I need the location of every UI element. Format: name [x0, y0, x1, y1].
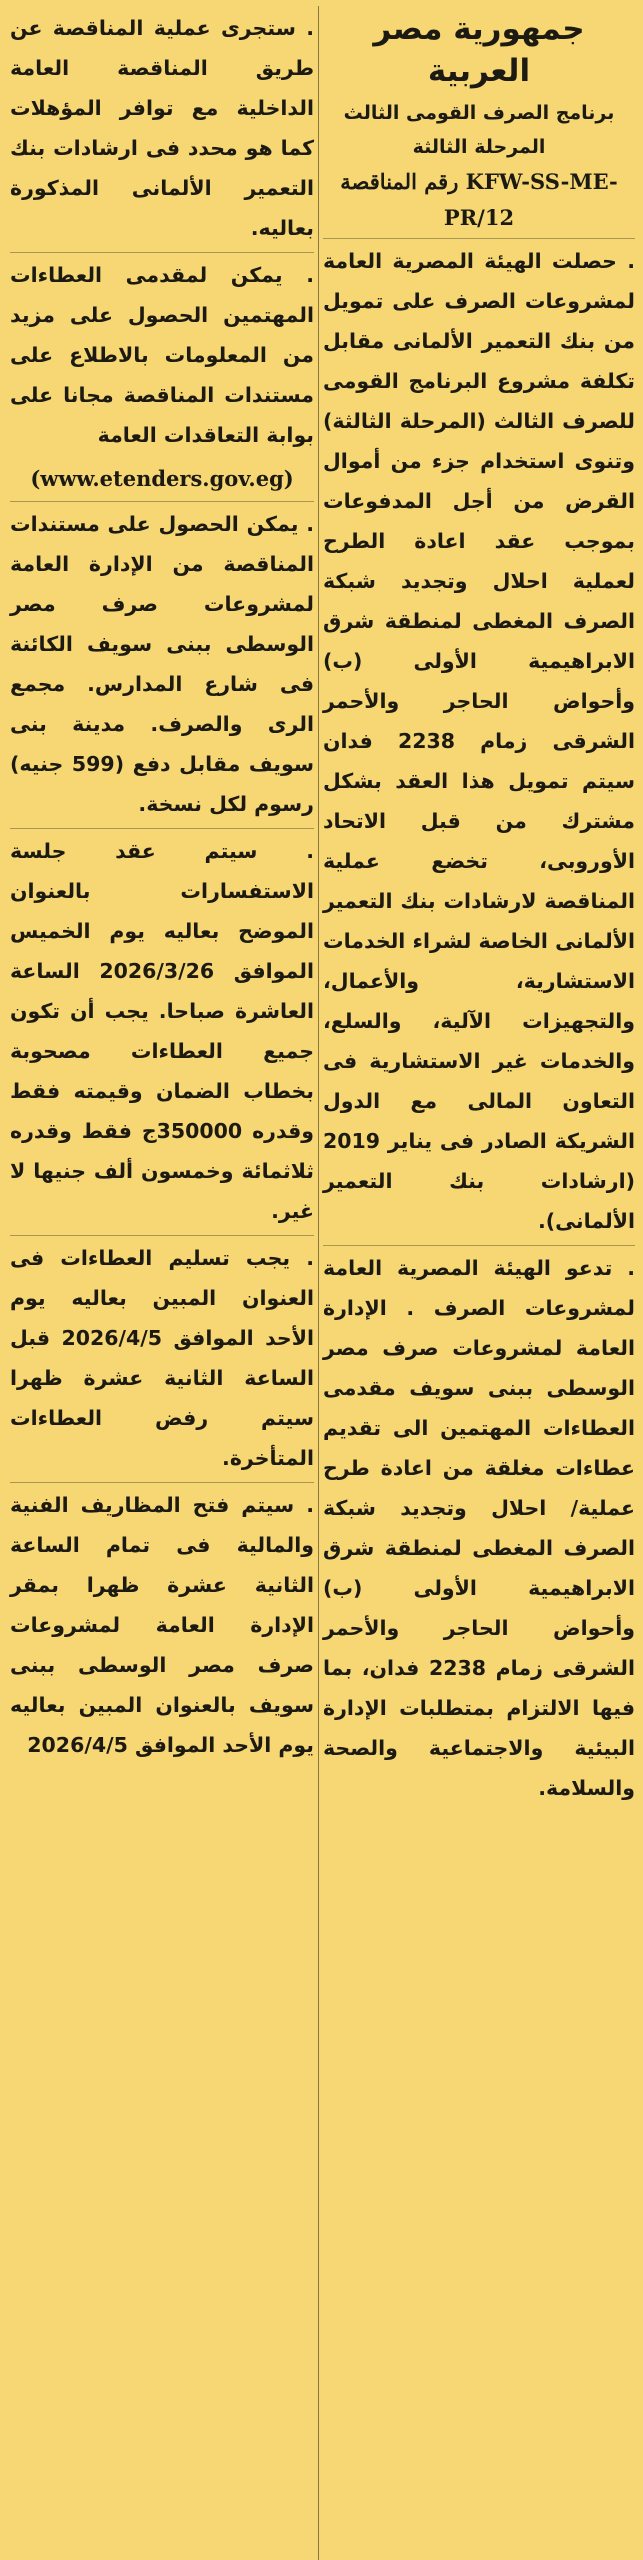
- program-name: برنامج الصرف القومى الثالث المرحلة الثالثة: [343, 102, 615, 158]
- notice-title: جمهورية مصر العربية: [373, 11, 585, 89]
- separator: [10, 1482, 314, 1483]
- separator: [10, 252, 314, 253]
- info-paragraph: . يمكن لمقدمى العطاءات المهتمين الحصول على مزيد من المعلومات بالاطلاع على مستندات المناقصة مجانا على بوابة التعاقدات العامة: [10, 263, 314, 447]
- tender-reference: رقم المناقصة KFW-SS-ME-PR/12: [340, 169, 618, 230]
- right-column: [319, 0, 641, 2560]
- separator: [10, 828, 314, 829]
- invitation-paragraph: . تدعو الهيئة المصرية العامة لمشروعات الصرف . الإدارة العامة لمشروعات صرف مصر الوسطى ببنى سويف مقدمى العطاءات المهتمين الى تقديم عطاءات مغلقة من اعادة طرح عملية/ احلال وتجديد شبكة الصرف المغطى لمنطقة شرق الابراهيمية الأولى (ب) وأحواض الحاجر والأحمر الشرقى زمام 2238 فدان، بما فيها الالتزام بمتطلبات الإدارة البيئية والاجتماعية والصحة والسلامة.: [323, 1256, 635, 1800]
- separator: [10, 1235, 314, 1236]
- clarification-paragraph: . سيتم عقد جلسة الاستفسارات بالعنوان الموضح بعاليه يوم الخميس الموافق 2026/3/26 الساعة العاشرة صباحا. يجب أن تكون جميع العطاءات مصحوبة بخطاب الضمان وقيمته فقط وقدره 350000ج فقط وقدره ثلاثمائة وخمسون ألف جنيها لا غير.: [10, 839, 315, 1223]
- etenders-link[interactable]: (www.etenders.gov.eg): [30, 466, 294, 491]
- separator: [10, 501, 314, 502]
- submission-paragraph: . يجب تسليم العطاءات فى العنوان المبين بعاليه يوم الأحد الموافق 2026/4/5 قبل الساعة الثانية عشرة ظهرا سيتم رفض العطاءات المتأخرة.: [10, 1246, 314, 1470]
- opening-paragraph: . سيتم فتح المظاريف الفنية والمالية فى تمام الساعة الثانية عشرة ظهرا بمقر الإدارة العامة لمشروعات صرف مصر الوسطى ببنى سويف بالعنوان المبين بعاليه يوم الأحد الموافق 2026/4/5: [10, 1493, 314, 1757]
- financing-paragraph: . حصلت الهيئة المصرية العامة لمشروعات الصرف على تمويل من بنك التعمير الألمانى مقابل تكلفة مشروع البرنامج القومى للصرف الثالث (المرحلة الثالثة) وتنوى استخدام جزء من أموال القرض من أجل المدفوعات بموجب عقد اعادة الطرح لعملية احلال وتجديد شبكة الصرف المغطى لمنطقة شرق الابراهيمية الأولى (ب) وأحواض الحاجر والأحمر الشرقى زمام 2238 فدان سيتم تمويل هذا العقد بشكل مشترك من قبل الاتحاد الأوروبى، تخضع عملية المناقصة لارشادات بنك التعمير الألمانى الخاصة لشراء الخدمات الاستشارية، والأعمال، والتجهيزات الآلية، والسلع، والخدمات غير الاستشارية فى التعاون المالى مع الدول الشريكة الصادر فى يناير 2019 (ارشادات بنك التعمير الألمانى).: [323, 249, 635, 1233]
- separator: [323, 1245, 635, 1246]
- left-column: [4, 0, 318, 2560]
- separator: [323, 238, 635, 239]
- procedure-paragraph: . ستجرى عملية المناقصة عن طريق المناقصة العامة الداخلية مع توافر المؤهلات كما هو محدد فى ارشادات بنك التعمير الألمانى المذكورة بعاليه.: [10, 16, 314, 240]
- documents-paragraph: . يمكن الحصول على مستندات المناقصة من الإدارة العامة لمشروعات صرف مصر الوسطى ببنى سويف الكائنة فى شارع المدارس. مجمع الرى والصرف. مدينة بنى سويف مقابل دفع (599 جنيه) رسوم لكل نسخة.: [10, 512, 314, 816]
